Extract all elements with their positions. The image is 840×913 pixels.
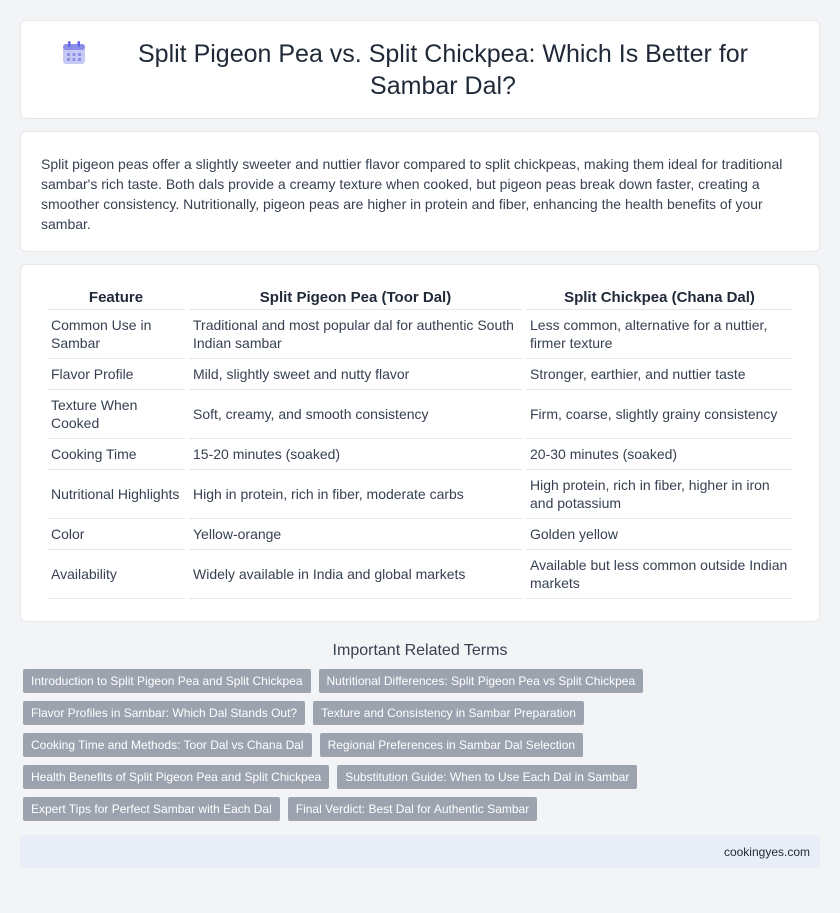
cell-feature: Nutritional Highlights bbox=[47, 470, 185, 519]
related-terms-section bbox=[20, 642, 820, 821]
cell-chana-dal: Golden yellow bbox=[526, 519, 793, 550]
cell-feature: Flavor Profile bbox=[47, 359, 185, 390]
header-inner bbox=[61, 38, 779, 102]
cell-chana-dal: Firm, coarse, slightly grainy consistency bbox=[526, 390, 793, 439]
table-row bbox=[47, 550, 793, 599]
related-terms-tags bbox=[20, 669, 820, 821]
table-row bbox=[47, 390, 793, 439]
calendar-icon bbox=[61, 40, 87, 66]
cell-feature: Availability bbox=[47, 550, 185, 599]
related-tag[interactable]: Substitution Guide: When to Use Each Dal in Sambar bbox=[337, 765, 637, 789]
related-tag[interactable]: Regional Preferences in Sambar Dal Selection bbox=[320, 733, 583, 757]
cell-feature: Common Use in Sambar bbox=[47, 310, 185, 359]
footer-site-link[interactable]: cookingyes.com bbox=[723, 844, 810, 859]
related-tag[interactable]: Introduction to Split Pigeon Pea and Split Chickpea bbox=[23, 669, 311, 693]
related-tag[interactable]: Flavor Profiles in Sambar: Which Dal Stands Out? bbox=[23, 701, 305, 725]
cell-feature: Cooking Time bbox=[47, 439, 185, 470]
cell-chana-dal: 20-30 minutes (soaked) bbox=[526, 439, 793, 470]
cell-chana-dal: High protein, rich in fiber, higher in iron and potassium bbox=[526, 470, 793, 519]
comparison-table-card bbox=[20, 264, 820, 622]
table-row bbox=[47, 470, 793, 519]
table-header-row bbox=[47, 285, 793, 310]
cell-toor-dal: Mild, slightly sweet and nutty flavor bbox=[189, 359, 522, 390]
related-terms-heading: Important Related Terms bbox=[332, 642, 508, 659]
cell-toor-dal: Widely available in India and global markets bbox=[189, 550, 522, 599]
summary-card bbox=[20, 131, 820, 252]
page-title: Split Pigeon Pea vs. Split Chickpea: Which Is Better for Sambar Dal? bbox=[138, 39, 748, 100]
cell-toor-dal: High in protein, rich in fiber, moderate carbs bbox=[189, 470, 522, 519]
header-chana-dal: Split Chickpea (Chana Dal) bbox=[526, 285, 793, 310]
cell-toor-dal: Yellow-orange bbox=[189, 519, 522, 550]
table-row bbox=[47, 310, 793, 359]
page-footer bbox=[20, 835, 820, 868]
cell-toor-dal: Soft, creamy, and smooth consistency bbox=[189, 390, 522, 439]
related-tag[interactable]: Texture and Consistency in Sambar Preparation bbox=[313, 701, 584, 725]
cell-toor-dal: Traditional and most popular dal for authentic South Indian sambar bbox=[189, 310, 522, 359]
related-tag[interactable]: Nutritional Differences: Split Pigeon Pea vs Split Chickpea bbox=[319, 669, 644, 693]
cell-chana-dal: Stronger, earthier, and nuttier taste bbox=[526, 359, 793, 390]
page-header bbox=[20, 20, 820, 119]
cell-feature: Texture When Cooked bbox=[47, 390, 185, 439]
related-tag[interactable]: Final Verdict: Best Dal for Authentic Sambar bbox=[288, 797, 537, 821]
header-toor-dal: Split Pigeon Pea (Toor Dal) bbox=[189, 285, 522, 310]
cell-feature: Color bbox=[47, 519, 185, 550]
comparison-table bbox=[43, 285, 797, 599]
cell-chana-dal: Less common, alternative for a nuttier, firmer texture bbox=[526, 310, 793, 359]
table-row bbox=[47, 439, 793, 470]
cell-chana-dal: Available but less common outside Indian markets bbox=[526, 550, 793, 599]
cell-toor-dal: 15-20 minutes (soaked) bbox=[189, 439, 522, 470]
table-row bbox=[47, 519, 793, 550]
related-tag[interactable]: Cooking Time and Methods: Toor Dal vs Chana Dal bbox=[23, 733, 312, 757]
related-tag[interactable]: Health Benefits of Split Pigeon Pea and Split Chickpea bbox=[23, 765, 329, 789]
summary-text: Split pigeon peas offer a slightly sweeter and nuttier flavor compared to split chickpeas, making them ideal for traditional sambar's rich taste. Both dals provide a creamy texture when cooked, but pigeon peas break down faster, creating a smoother consistency. Nutritionally, pigeon peas are higher in protein and fiber, enhancing the health benefits of your sambar. bbox=[41, 156, 783, 232]
table-row bbox=[47, 359, 793, 390]
related-tag[interactable]: Expert Tips for Perfect Sambar with Each Dal bbox=[23, 797, 280, 821]
header-feature: Feature bbox=[47, 285, 185, 310]
